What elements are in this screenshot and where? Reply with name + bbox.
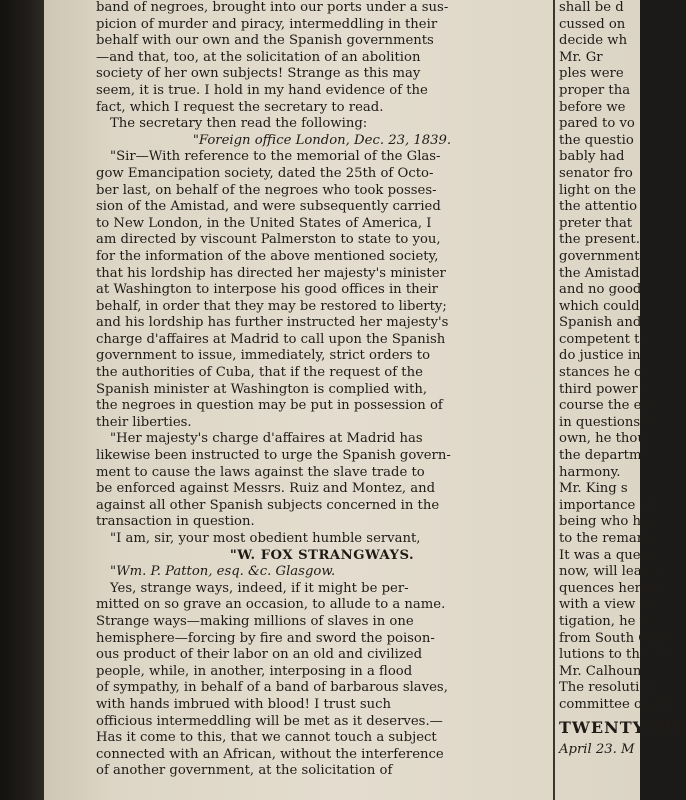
binding-spine — [0, 0, 44, 800]
article-line: picion of murder and piracy, intermeddling in their — [96, 16, 438, 32]
article-line: Yes, strange ways, indeed, if it might be per- — [110, 580, 409, 596]
right-column-line: third power a — [559, 381, 650, 397]
right-column-line: government — [559, 248, 640, 264]
right-column-line: the departme — [559, 448, 650, 464]
right-column-line: lutions to the co — [559, 647, 668, 663]
article-line: seem, it is true. I hold in my hand evidence of the — [96, 82, 428, 98]
right-column-line: April 23. M — [559, 741, 635, 757]
article-line: government to issue, immediately, strict orders to — [96, 348, 431, 364]
right-column-line: to the remarks — [559, 531, 658, 546]
article-line: behalf, in order that they may be restored to liberty; — [96, 298, 447, 314]
right-column-line: TWENTY-SIX — [559, 717, 686, 737]
article-line: transaction in question. — [96, 514, 255, 530]
article-line: "W. FOX STRANGWAYS. — [229, 547, 415, 563]
article-line: likewise been instructed to urge the Spanish govern- — [96, 448, 451, 464]
article-line: Strange ways—making millions of slaves in one — [96, 613, 414, 629]
article-line: of sympathy, in behalf of a band of barbarous slaves, — [96, 680, 448, 696]
article-line: am directed by viscount Palmerston to state to you, — [96, 232, 441, 248]
right-column-line: the questio — [559, 132, 634, 148]
article-line: charge d'affaires at Madrid to call upon the Spanish — [96, 331, 446, 347]
right-column-line: It was a questi — [559, 547, 657, 563]
right-column-line: ples were — [559, 66, 624, 82]
article-line: sion of the Amistad, and were subsequently carried — [96, 199, 441, 215]
article-line: with hands imbrued with blood! I trust such — [96, 696, 391, 712]
article-line: people, while, in another, interposing in a flood — [96, 663, 413, 679]
right-column-line: now, will lead t — [559, 564, 660, 580]
right-column-line: Mr. Gr — [559, 49, 603, 65]
right-column-line: and no good — [559, 282, 642, 298]
right-column-line: the present. — [559, 232, 640, 248]
article-line: the negroes in question may be put in possession of — [96, 398, 443, 414]
right-column-line: the attentio — [559, 199, 638, 215]
article-line: the authorities of Cuba, that if the request of the — [96, 365, 423, 381]
right-column-line: harmony. — [559, 464, 621, 480]
article-line: Spanish minister at Washington is complied with, — [96, 381, 428, 397]
article-line: at Washington to interpose his good offices in their — [96, 282, 438, 298]
right-column-line: committee on for — [559, 696, 674, 712]
right-column-line: Mr. King s — [559, 481, 628, 497]
article-line: gow Emancipation society, dated the 25th of Octo- — [96, 165, 434, 181]
right-column-line: shall be d — [559, 0, 624, 15]
right-column-line: senator fro — [559, 165, 633, 181]
right-column-line: preter that — [559, 215, 633, 231]
article-line: Has it come to this, that we cannot touch a subject — [96, 730, 437, 746]
article-line: "Wm. P. Patton, esq. &c. Glasgow. — [110, 564, 336, 580]
right-column-line: The resolution — [559, 680, 656, 696]
article-line: band of negroes, brought into our ports under a sus- — [96, 0, 449, 15]
article-line: ous product of their labor on an old and civilized — [96, 647, 423, 663]
right-column-line: decide wh — [559, 33, 628, 49]
article-line: connected with an African, without the interference — [96, 746, 444, 762]
right-column-line: stances he co — [559, 365, 650, 381]
article-line: to New London, in the United States of America, I — [96, 215, 432, 231]
article-line: for the information of the above mentioned society, — [96, 248, 439, 264]
article-line: ber last, on behalf of the negroes who took posses- — [96, 182, 437, 198]
article-line: their liberties. — [96, 414, 192, 430]
right-column-line: light on the — [559, 182, 637, 198]
right-column-line: with a view to — [559, 597, 653, 613]
right-column-line: own, he thou — [559, 431, 646, 447]
right-column-line: tigation, he w — [559, 613, 651, 629]
article-line: "Foreign office London, Dec. 23, 1839. — [192, 132, 452, 148]
article-line: "Sir—With reference to the memorial of the Glas- — [110, 149, 441, 165]
right-column-line: proper tha — [559, 82, 631, 98]
article-line: ment to cause the laws against the slave trade to — [96, 464, 425, 480]
right-article-column — [559, 0, 686, 800]
article-line: officious intermeddling will be met as it deserves.— — [96, 713, 443, 729]
article-line: of another government, at the solicitation of — [96, 763, 393, 779]
right-column-line: bably had — [559, 149, 625, 165]
right-column-line: do justice in — [559, 348, 641, 364]
article-line: against all other Spanish subjects concerned in the — [96, 497, 440, 513]
right-column-line: before we — [559, 99, 626, 115]
article-line: fact, which I request the secretary to read. — [96, 99, 384, 115]
right-column-line: quences hereaf — [559, 580, 662, 596]
right-column-line: importance of — [559, 497, 653, 513]
article-line: —and that, too, at the solicitation of an abolition — [96, 49, 421, 65]
right-column-line: competent to — [559, 331, 648, 347]
right-column-line: course the exe — [559, 398, 657, 414]
right-column-line: Spanish and — [559, 315, 642, 331]
right-column-line: cussed on — [559, 16, 626, 32]
column-rule — [553, 0, 555, 800]
right-column-line: Mr. Calhoun — [559, 663, 642, 679]
main-article-column — [96, 0, 548, 800]
right-column-line: the Amistad — [559, 265, 640, 281]
right-column-line: from South Caro — [559, 630, 671, 646]
article-line: hemisphere—forcing by fire and sword the poison- — [96, 630, 435, 646]
right-column-line: being who had — [559, 514, 658, 530]
article-line: behalf with our own and the Spanish governments — [96, 33, 434, 49]
article-line: "I am, sir, your most obedient humble servant, — [110, 531, 421, 546]
article-line: that his lordship has directed her majesty's minister — [96, 265, 446, 281]
right-column-line: in questions b — [559, 414, 653, 430]
article-line: mitted on so grave an occasion, to allude to a name. — [96, 597, 446, 613]
right-column-line: pared to vo — [559, 116, 635, 132]
article-line: "Her majesty's charge d'affaires at Madrid has — [110, 431, 423, 447]
article-line: and his lordship has further instructed her majesty's — [96, 315, 449, 331]
right-column-line: which could — [559, 298, 640, 314]
article-line: The secretary then read the following: — [110, 116, 368, 132]
article-line: be enforced against Messrs. Ruiz and Montez, and — [96, 481, 436, 497]
article-line: society of her own subjects! Strange as this may — [96, 66, 421, 82]
